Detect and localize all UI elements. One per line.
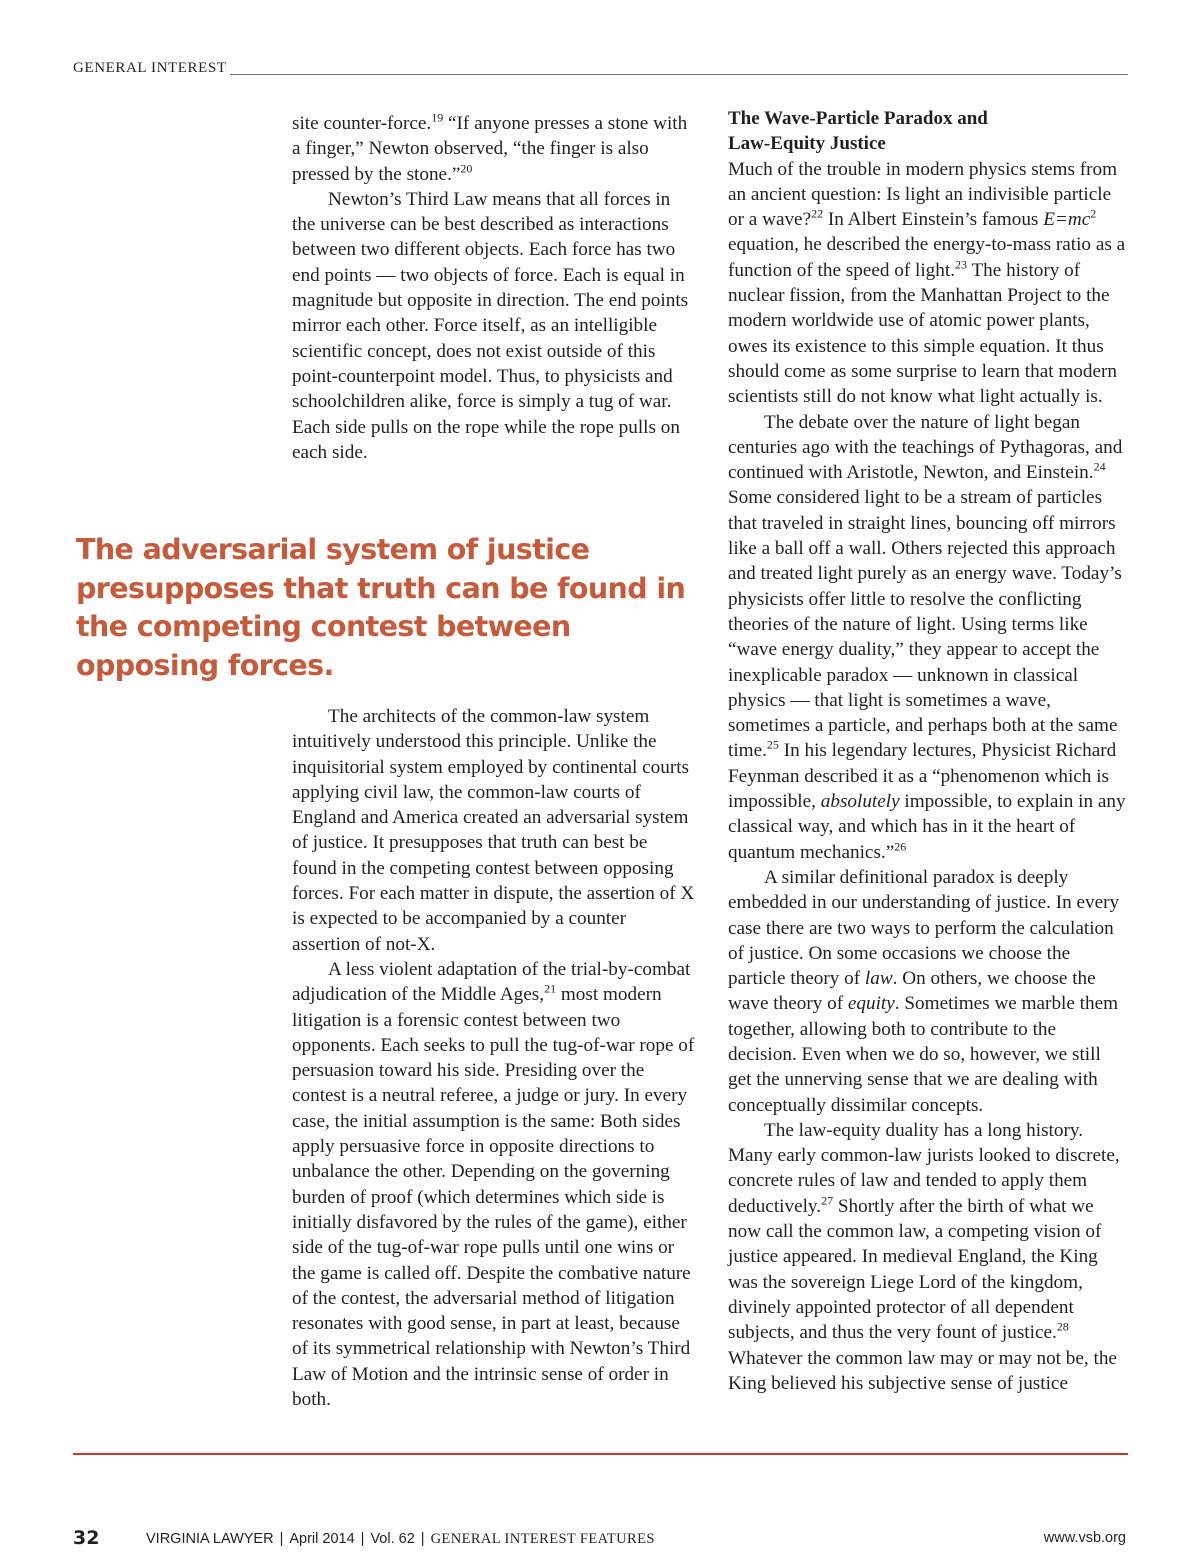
subhead-line-2: Law-Equity Justice: [728, 133, 886, 155]
paragraph: Newton’s Third Law means that all forces in the universe can be best described as interactions between two different objects. Each force has two end points — two objects of force. Each is equal in magnitude but opposite in direction. The end points mirror each other. Force itself, as an intelligible scientific concept, does not exist outside of this point-counterpoint model. Thus, to physicists and schoolchildren alike, force is simply a tug of war. Each side pulls on the rope while the rope pulls on each side.: [292, 188, 689, 463]
left-column-bottom: [292, 704, 696, 1412]
footnote-marker: 24: [1093, 459, 1106, 474]
emphasis: law: [864, 968, 893, 990]
footnote-marker: 23: [955, 257, 967, 272]
emphasis: absolutely: [820, 791, 900, 813]
header-section-label: GENERAL INTEREST: [73, 60, 227, 76]
emphasis: equity: [847, 993, 895, 1015]
footnote-marker: 25: [766, 738, 779, 753]
footer-separator: |: [279, 1531, 284, 1547]
issue-date: April 2014: [289, 1531, 355, 1547]
footnote-marker: 19: [431, 110, 444, 125]
paragraph: Much of the trouble in modern physics stems from an ancient question: Is light an indivisible particle or a wave?$^{22}$ In Albert Einstein’s famous $E=mc^2$ equation, he described the energy-to-mass ratio as a function of the speed of light.$^{23}$ The history of nuclear fission, from the Manhattan Project to the modern worldwide use of atomic power plants, owes its existence to this simple equation. It thus should come as some surprise to learn that modern scientists still do not know what light actually is.: [728, 158, 1126, 408]
footnote-marker: 28: [1056, 1319, 1069, 1334]
subhead-line-1: The Wave-Particle Paradox and: [728, 108, 988, 129]
right-column-body: [728, 157, 1128, 1397]
paragraph: The law-equity duality has a long history. Many early common-law jurists looked to discrete, concrete rules of law and tended to apply them deductively.$^{27}$ Shortly after the birth of what we now call the common law, a competing vision of justice appeared. In medieval England, the King was the sovereign Liege Lord of the kingdom, divinely appointed protector of all dependent subjects, and thus the very fount of justice.$^{28}$ Whatever the common law may or may not be, the King believed his subjective sense of justice: [728, 1119, 1120, 1394]
footer-rule: [73, 1453, 1128, 1455]
paragraph: The architects of the common-law system intuitively understood this principle. Unlike the inquisitorial system employed by continental courts applying civil law, the common-law courts of England and America created an adversarial system of justice. It presupposes that truth can best be found in the competing contest between opposing forces. For each matter in dispute, the assertion of X is expected to be accompanied by a counter assertion of not-X.: [292, 706, 695, 955]
paragraph: site counter-force.$^{19}$ “If anyone presses a stone with a finger,” Newton observed, “the finger is also pressed by the stone.”$^{20}$: [292, 110, 688, 185]
right-column: [728, 106, 1128, 1396]
paragraph: A similar definitional paradox is deeply embedded in our understanding of justice. In every case there are two ways to perform the calculation of justice. On some occasions we choose the particle theory of law. On others, we choose the wave theory of equity. Sometimes we marble them together, allowing both to contribute to the decision. Even when we do so, however, we still get the unnerving sense that we are dealing with conceptually dissimilar concepts.: [728, 866, 1120, 1116]
emphasis: E=mc: [1043, 209, 1091, 231]
footer-publication-line: [146, 1531, 655, 1548]
website-link[interactable]: www.vsb.org: [1043, 1530, 1126, 1546]
page-number: 32: [73, 1527, 100, 1549]
pull-quote: The adversarial system of justice presupposes that truth can be found in the competing contest between opposing forces.: [76, 533, 686, 682]
header-rule: [230, 74, 1128, 75]
section-subhead: [728, 106, 1128, 157]
paragraph: A less violent adaptation of the trial-by-combat adjudication of the Middle Ages,$^{21}$ most modern litigation is a forensic contest between two opponents. Each seeks to pull the tug-of-war rope of persuasion toward his side. Presiding over the contest is a neutral referee, a judge or jury. In every case, the initial assumption is the same: Both sides apply persuasive force in opposite directions to unbalance the other. Depending on the governing burden of proof (which determines which side is initially disfavored by the rules of the game), either side of the tug-of-war rope pulls until one wins or the game is called off. Despite the combative nature of the contest, the adversarial method of litigation resonates with good sense, in part at least, because of its symmetrical relationship with Newton’s Third Law of Motion and the intrinsic sense of order in both.: [292, 958, 695, 1411]
footnote-marker: 26: [894, 839, 907, 854]
volume: Vol. 62: [370, 1531, 415, 1547]
footnote-marker: 22: [811, 206, 824, 221]
footnote-marker: 21: [544, 981, 557, 996]
left-column-top: [292, 111, 696, 465]
publication-name: VIRGINIA LAWYER: [146, 1531, 274, 1547]
footnote-marker: 2: [1090, 206, 1097, 221]
paragraph: The debate over the nature of light began centuries ago with the teachings of Pythagoras, and continued with Aristotle, Newton, and Einstein.$^{24}$ Some considered light to be a stream of particles that traveled in straight lines, bouncing off mirrors like a ball off a wall. Others rejected this approach and treated light purely as an energy wave. Today’s physicists offer little to resolve the conflicting theories of the nature of light. Using terms like “wave energy duality,” they appear to accept the inexplicable paradox — unknown in classical physics — that light is sometimes a wave, sometimes a particle, and perhaps both at the same time.$^{25}$ In his legendary lectures, Physicist Richard Feynman described it as a “phenomenon which is impossible, absolutely impossible, to explain in any classical way, and which has in it the heart of quantum mechanics.”$^{26}$: [728, 411, 1126, 863]
footnote-marker: 20: [460, 161, 473, 176]
footer-separator: |: [420, 1531, 425, 1547]
footnote-marker: 27: [821, 1193, 834, 1208]
footer-separator: |: [360, 1531, 365, 1547]
footer-section: GENERAL INTEREST FEATURES: [430, 1531, 655, 1547]
